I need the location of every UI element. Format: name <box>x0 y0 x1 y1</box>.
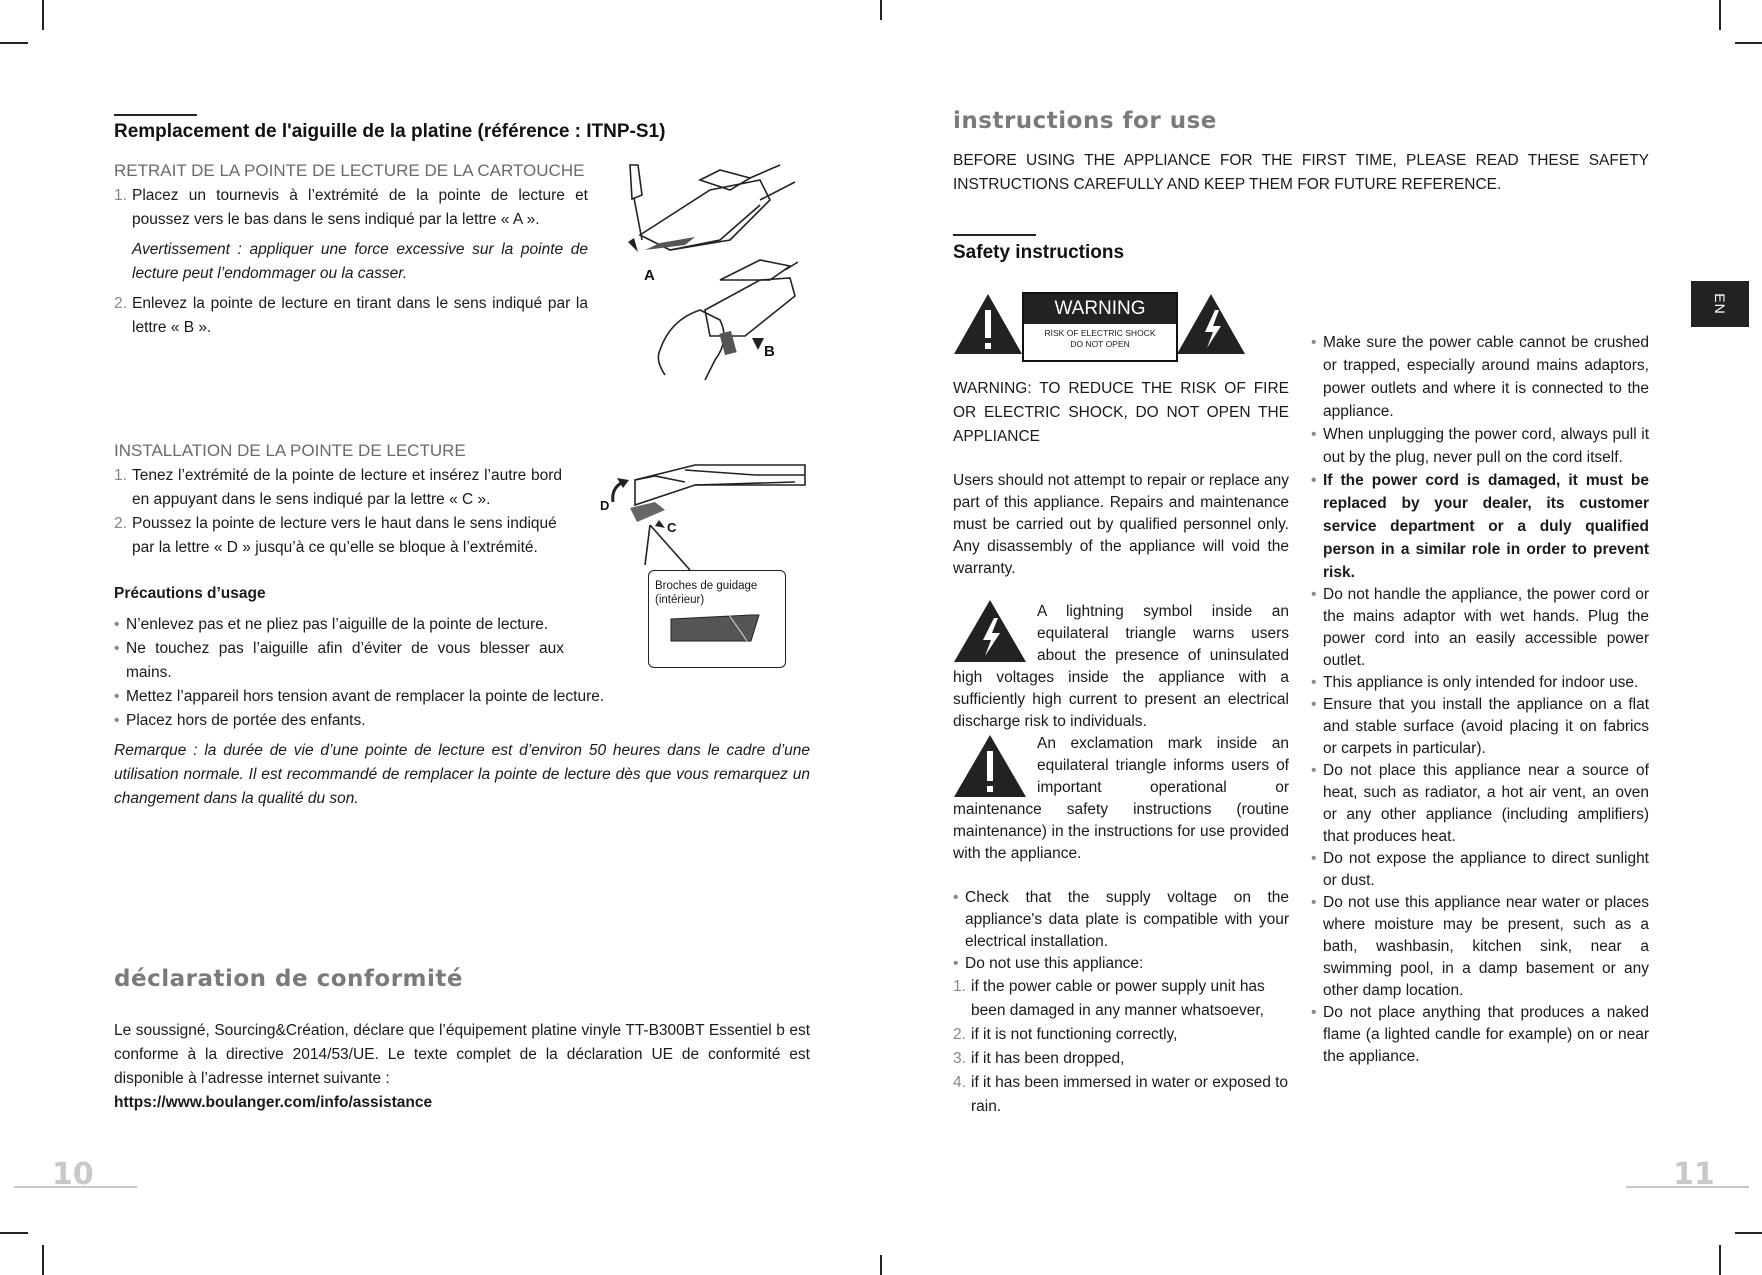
condition-item: 2. if it is not functioning correctly, <box>953 1026 1178 1043</box>
crop-mark <box>0 1232 28 1234</box>
safety-bullet: • Make sure the power cable cannot be crushed or trapped, especially around mains adaptors, power outlets and where it is connected to the appliance. <box>1311 331 1649 423</box>
declaration-title: déclaration de conformité <box>114 966 463 992</box>
safety-bullet: • Ensure that you install the appliance on a flat and stable surface (avoid placing it on fabrics or carpets in particular). <box>1311 694 1649 760</box>
warning-text: WARNING: TO REDUCE THE RISK OF FIRE OR ELECTRIC SHOCK, DO NOT OPEN THE APPLIANCE <box>953 380 1289 445</box>
condition-item: 3. if it has been dropped, <box>953 1050 1125 1067</box>
installation-block <box>114 464 562 560</box>
precaution-item: • Placez hors de portée des enfants. <box>114 709 634 733</box>
callout-label: Broches de guidage (intérieur) <box>655 580 758 606</box>
lightning-text: A lightning symbol inside an equilateral triangle warns users about the presence of uninsulated high voltages inside the appliance with a sufficiently high current to present an electrical discharge risk to individuals. <box>953 603 1289 730</box>
safety-bullet: • Do not handle the appliance, the power cord or the mains adaptor with wet hands. Plug the power cord into an easily accessible power outlet. <box>1311 584 1649 672</box>
usage-conditions <box>953 887 1289 1119</box>
page-number: 10 <box>52 1157 94 1192</box>
arrow-b-icon <box>752 338 764 350</box>
language-tab: EN <box>1691 281 1749 327</box>
section-rule <box>114 114 197 116</box>
intro-text: BEFORE USING THE APPLIANCE FOR THE FIRST TIME, PLEASE READ THESE SAFETY INSTRUCTIONS CAREFULLY AND KEEP THEM FOR FUTURE REFERENCE. <box>953 152 1649 193</box>
lightning-warning-icon <box>1175 292 1247 356</box>
guide-pins-illustration <box>669 611 769 651</box>
guide-pins-callout <box>648 570 786 668</box>
retrait-subtitle: RETRAIT DE LA POINTE DE LECTURE DE LA CARTOUCHE <box>114 161 585 180</box>
crop-mark <box>42 1245 44 1275</box>
precautions-title: Précautions d’usage <box>114 585 266 602</box>
stylus-tip-shade <box>645 237 695 250</box>
label-b: B <box>764 343 775 360</box>
section-title: Remplacement de l'aiguille de la platine (référence : ITNP-S1) <box>114 121 666 142</box>
section-rule <box>953 234 1036 236</box>
retrait-warning: Avertissement : appliquer une force excessive sur la pointe de lecture peut l’endommager ou la casser. <box>132 241 588 282</box>
safety-bullet: • This appliance is only intended for indoor use. <box>1311 672 1649 694</box>
crop-mark <box>42 0 44 30</box>
declaration-url-link[interactable]: https://www.boulanger.com/info/assistance <box>114 1094 433 1111</box>
warning-label <box>1022 292 1178 362</box>
safety-bullet: • If the power cord is damaged, it must be replaced by your dealer, its customer service department or a duly qualified person in a similar role in order to prevent risk. <box>1311 469 1649 584</box>
safety-bullet: • Do not expose the appliance to direct sunlight or dust. <box>1311 848 1649 892</box>
crop-mark <box>0 42 28 44</box>
precautions-remark: Remarque : la durée de vie d’une pointe de lecture est d’environ 50 heures dans le cadre d’une utilisation normale. Il est recommandé de remplacer la pointe de lecture dès que vous remarquez un changement dans la qualité du son. <box>114 742 810 807</box>
repair-text: Users should not attempt to repair or replace any part of this appliance. Repairs and maintenance must be carried out by qualified personnel only. Any disassembly of the appliance will void the warranty. <box>953 472 1290 577</box>
installation-step-2: 2. Poussez la pointe de lecture vers le haut dans le sens indiqué par la lettre « D » jusqu’à ce qu’elle se bloque à l’extrémité. <box>114 515 557 556</box>
retrait-block <box>114 184 588 340</box>
arrow-c-icon <box>655 520 665 528</box>
retrait-step-1: 1. Placez un tournevis à l’extrémité de la pointe de lecture et poussez vers le bas dans le sens indiqué par la lettre « A ». <box>114 187 588 228</box>
retrait-step-2: 2. Enlevez la pointe de lecture en tirant dans le sens indiqué par la lettre « B ». <box>114 295 588 336</box>
precaution-item: • N’enlevez pas et ne pliez pas l’aiguille de la pointe de lecture. <box>114 613 576 637</box>
do-not-use-item: • Do not use this appliance: <box>953 953 1289 975</box>
label-a: A <box>644 267 655 284</box>
safety-title: Safety instructions <box>953 242 1125 263</box>
screwdriver-handle <box>630 165 642 199</box>
safety-bullet: • Do not place this appliance near a source of heat, such as radiator, a hot air vent, an oven or any other appliance (including amplifiers) that produces heat. <box>1311 760 1649 848</box>
installation-subtitle: INSTALLATION DE LA POINTE DE LECTURE <box>114 441 466 460</box>
safety-bullets <box>1311 331 1649 1068</box>
condition-item: 4. if it has been immersed in water or exposed to rain. <box>953 1074 1289 1115</box>
warning-label-text: RISK OF ELECTRIC SHOCK DO NOT OPEN <box>1044 328 1156 349</box>
stylus-installation-illustration <box>595 450 810 570</box>
arrow-a-icon <box>628 238 638 252</box>
safety-bullet: • Do not place anything that produces a naked flame (a lighted candle for example) on or near the appliance. <box>1311 1002 1649 1068</box>
precaution-item: • Mettez l’appareil hors tension avant de remplacer la pointe de lecture. <box>114 685 634 709</box>
precautions-list <box>114 613 634 733</box>
label-d: D <box>600 498 610 513</box>
crop-mark <box>880 1255 882 1275</box>
crop-mark <box>1719 1245 1721 1275</box>
crop-mark <box>880 0 882 20</box>
installation-step-1: 1. Tenez l’extrémité de la pointe de lecture et insérez l’autre bord en appuyant dans le sens indiqué par la lettre « C ». <box>114 467 562 508</box>
exclamation-text: An exclamation mark inside an equilateral triangle informs users of important operational or maintenance safety instructions (routine maintenance) in the instructions for use provided with the appliance. <box>953 735 1289 862</box>
label-c: C <box>667 520 677 535</box>
warning-label-title: WARNING <box>1024 294 1176 324</box>
precaution-item: • Ne touchez pas l’aiguille afin d’éviter de vous blesser aux mains. <box>114 637 564 685</box>
page-number: 11 <box>1673 1157 1715 1192</box>
safety-bullet: • When unplugging the power cord, always pull it out by the plug, never pull on the cord itself. <box>1311 423 1649 469</box>
condition-item: 1. if the power cable or power supply unit has been damaged in any manner whatsoever, <box>953 978 1265 1019</box>
crop-mark <box>1735 1232 1762 1234</box>
crop-mark <box>1719 0 1721 30</box>
stylus-removal-illustration <box>600 160 800 400</box>
check-voltage-item: • Check that the supply voltage on the appliance's data plate is compatible with your electrical installation. <box>953 887 1289 953</box>
crop-mark <box>1735 42 1762 44</box>
safety-bullet: • Do not use this appliance near water or places where moisture may be present, such as a bath, washbasin, kitchen sink, near a swimming pool, in a damp basement or any other damp location. <box>1311 892 1649 1002</box>
exclamation-warning-icon <box>952 292 1024 356</box>
declaration-text: Le soussigné, Sourcing&Création, déclare que l’équipement platine vinyle TT-B300BT Essentiel b est conforme à la directive 2014/53/UE. Le texte complet de la déclaration UE de conformité est disponible à l’adresse internet suivante : <box>114 1022 810 1087</box>
instructions-title: instructions for use <box>953 108 1217 134</box>
